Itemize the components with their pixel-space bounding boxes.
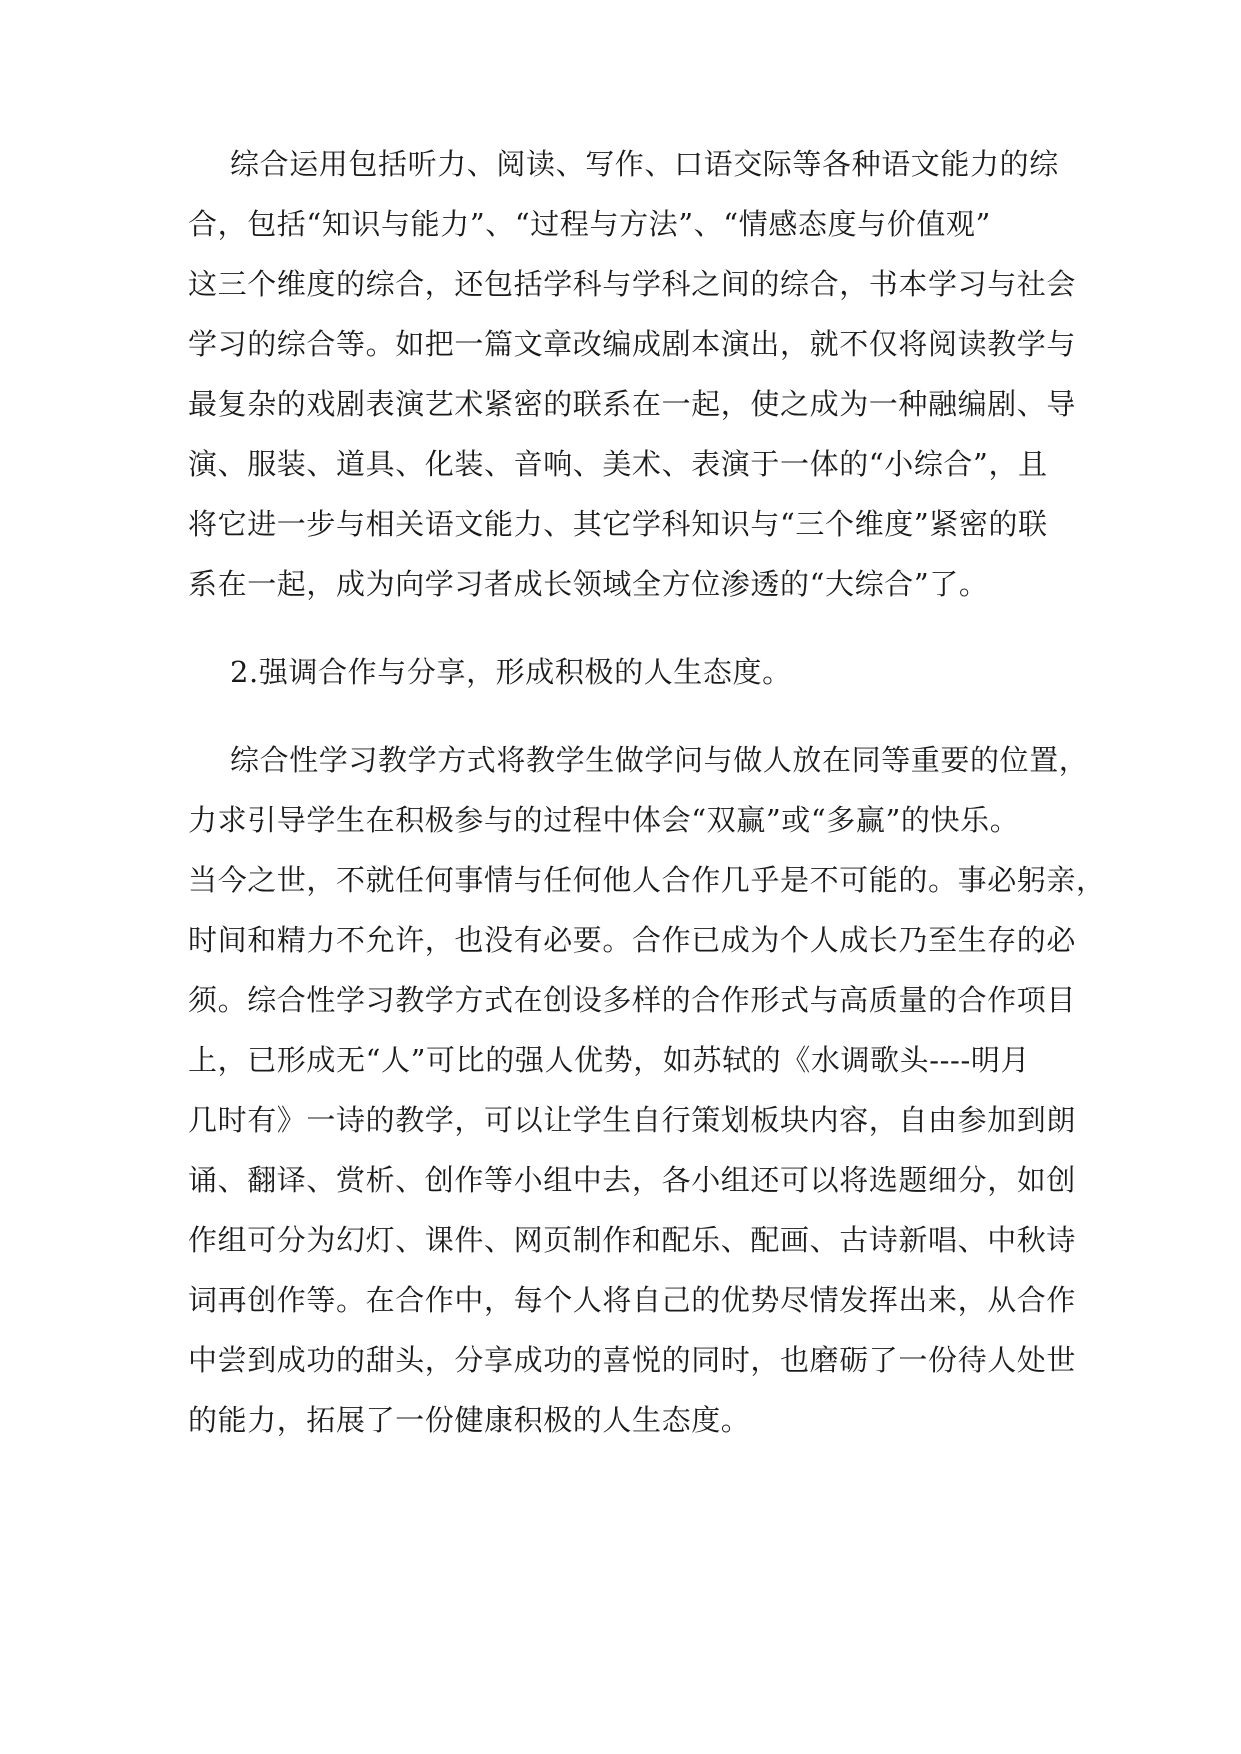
paragraph-1-line: 系在一起，成为向学习者成长领域全方位渗透的“大综合”了。 bbox=[188, 567, 989, 601]
paragraph-1-line: 演、服装、道具、化装、音响、美术、表演于一体的“小综合”，且 bbox=[188, 447, 1048, 481]
section-heading: 2.强调合作与分享，形成积极的人生态度。 bbox=[230, 655, 792, 689]
paragraph-2-line: 当今之世，不就任何事情与任何他人合作几乎是不可能的。事必躬亲， bbox=[188, 863, 1106, 897]
paragraph-1-line: 综合运用包括听力、阅读、写作、口语交际等各种语文能力的综 bbox=[230, 147, 1059, 181]
paragraph-1-line: 最复杂的戏剧表演艺术紧密的联系在一起，使之成为一种融编剧、导 bbox=[188, 387, 1077, 421]
paragraph-2-line: 须。综合性学习教学方式在创设多样的合作形式与高质量的合作项目 bbox=[188, 983, 1077, 1017]
paragraph-2-line: 时间和精力不允许，也没有必要。合作已成为个人成长乃至生存的必 bbox=[188, 923, 1077, 957]
paragraph-1-line: 这三个维度的综合，还包括学科与学科之间的综合，书本学习与社会 bbox=[188, 267, 1077, 301]
paragraph-2-line: 几时有》一诗的教学，可以让学生自行策划板块内容，自由参加到朗 bbox=[188, 1103, 1077, 1137]
paragraph-2-line: 上，已形成无“人”可比的强人优势，如苏轼的《水调歌头----明月 bbox=[188, 1043, 1031, 1077]
paragraph-2-line: 诵、翻译、赏析、创作等小组中去，各小组还可以将选题细分，如创 bbox=[188, 1163, 1077, 1197]
paragraph-2-line: 作组可分为幻灯、课件、网页制作和配乐、配画、古诗新唱、中秋诗 bbox=[188, 1223, 1077, 1257]
paragraph-1-line: 合，包括“知识与能力”、“过程与方法”、“情感态度与价值观” bbox=[188, 207, 991, 241]
paragraph-2-line: 力求引导学生在积极参与的过程中体会“双赢”或“多赢”的快乐。 bbox=[188, 803, 1020, 837]
paragraph-2-line: 综合性学习教学方式将教学生做学问与做人放在同等重要的位置， bbox=[230, 743, 1089, 777]
paragraph-2-line: 词再创作等。在合作中，每个人将自己的优势尽情发挥出来，从合作 bbox=[188, 1283, 1077, 1317]
paragraph-2-line: 中尝到成功的甜头，分享成功的喜悦的同时，也磨砺了一份待人处世 bbox=[188, 1343, 1077, 1377]
paragraph-1-line: 将它进一步与相关语文能力、其它学科知识与“三个维度”紧密的联 bbox=[188, 507, 1048, 541]
paragraph-2-line: 的能力，拓展了一份健康积极的人生态度。 bbox=[188, 1403, 751, 1437]
paragraph-1-line: 学习的综合等。如把一篇文章改编成剧本演出，就不仅将阅读教学与 bbox=[188, 327, 1077, 361]
